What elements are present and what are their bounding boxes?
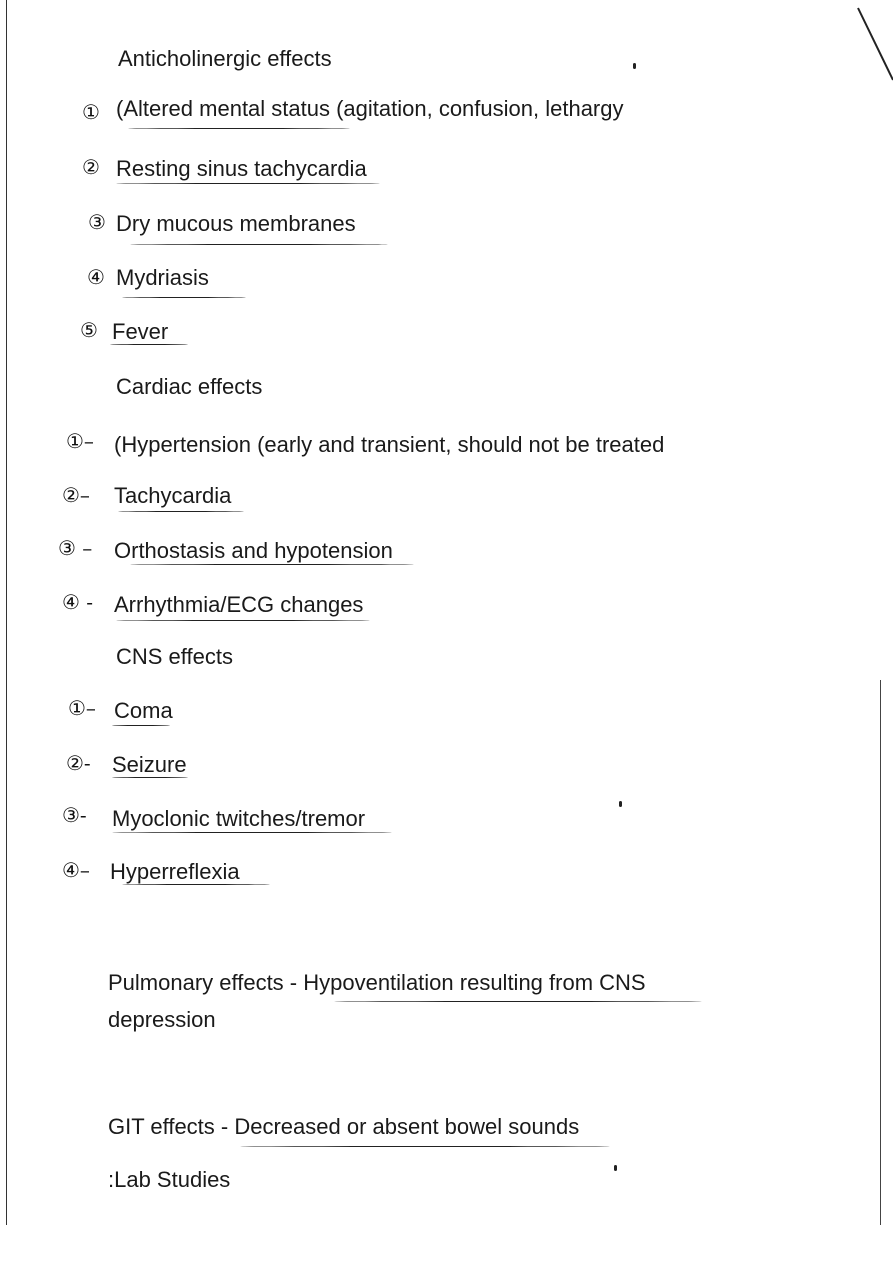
item-marker: ①– (66, 429, 94, 453)
ink-speck (619, 801, 622, 807)
cns-item-1: Coma (114, 698, 173, 723)
underline (130, 244, 388, 245)
item-marker: ②– (62, 483, 90, 507)
item-marker: ② (82, 155, 100, 179)
underline (116, 620, 370, 621)
cns-heading: CNS effects (116, 644, 233, 669)
item-marker: ①– (68, 696, 96, 720)
item-marker: ④ (87, 265, 105, 289)
item-marker: ① (82, 100, 100, 124)
underline (118, 511, 244, 512)
cns-item-2: Seizure (112, 752, 187, 777)
item-marker: ③ – (58, 536, 93, 560)
underline (122, 884, 270, 885)
anticholinergic-heading: Anticholinergic effects (118, 46, 332, 71)
cardiac-item-2: Tachycardia (114, 483, 232, 508)
underline (112, 725, 170, 726)
cardiac-item-3: Orthostasis and hypotension (114, 538, 393, 563)
item-marker: ④ - (62, 590, 94, 614)
cardiac-item-1: (Hypertension (early and transient, should not be treated (114, 432, 665, 457)
cardiac-heading: Cardiac effects (116, 374, 263, 399)
ink-speck (633, 63, 636, 69)
anticholinergic-item-3: Dry mucous membranes (116, 211, 356, 236)
cardiac-item-4: Arrhythmia/ECG changes (114, 592, 364, 617)
underline (240, 1146, 610, 1147)
pulmonary-line-2: depression (108, 1007, 216, 1032)
item-marker: ③- (62, 803, 87, 827)
item-marker: ④– (62, 858, 90, 882)
underline (116, 183, 380, 184)
pulmonary-line-1: Pulmonary effects - Hypoventilation resulting from CNS (108, 970, 646, 995)
ink-speck (614, 1165, 617, 1171)
cns-item-3: Myoclonic twitches/tremor (112, 806, 366, 831)
item-marker: ③ (88, 210, 106, 234)
cns-item-4: Hyperreflexia (110, 859, 240, 884)
underline (130, 564, 414, 565)
anticholinergic-item-5: Fever (112, 319, 169, 344)
underline (128, 128, 350, 129)
lab-studies-label: :Lab Studies (108, 1167, 231, 1192)
underline (112, 832, 392, 833)
underline (110, 344, 188, 345)
item-marker: ②- (66, 751, 91, 775)
underline (112, 777, 188, 778)
anticholinergic-item-2: Resting sinus tachycardia (116, 156, 367, 181)
anticholinergic-item-4: Mydriasis (116, 265, 209, 290)
page-right-edge (880, 680, 881, 1225)
item-marker: ⑤ (80, 318, 98, 342)
anticholinergic-item-1: (Altered mental status (agitation, confusion, lethargy (116, 96, 624, 121)
underline (122, 297, 246, 298)
underline (334, 1001, 702, 1002)
git-line-1: GIT effects - Decreased or absent bowel sounds (108, 1114, 580, 1139)
page-left-edge (6, 0, 7, 1225)
